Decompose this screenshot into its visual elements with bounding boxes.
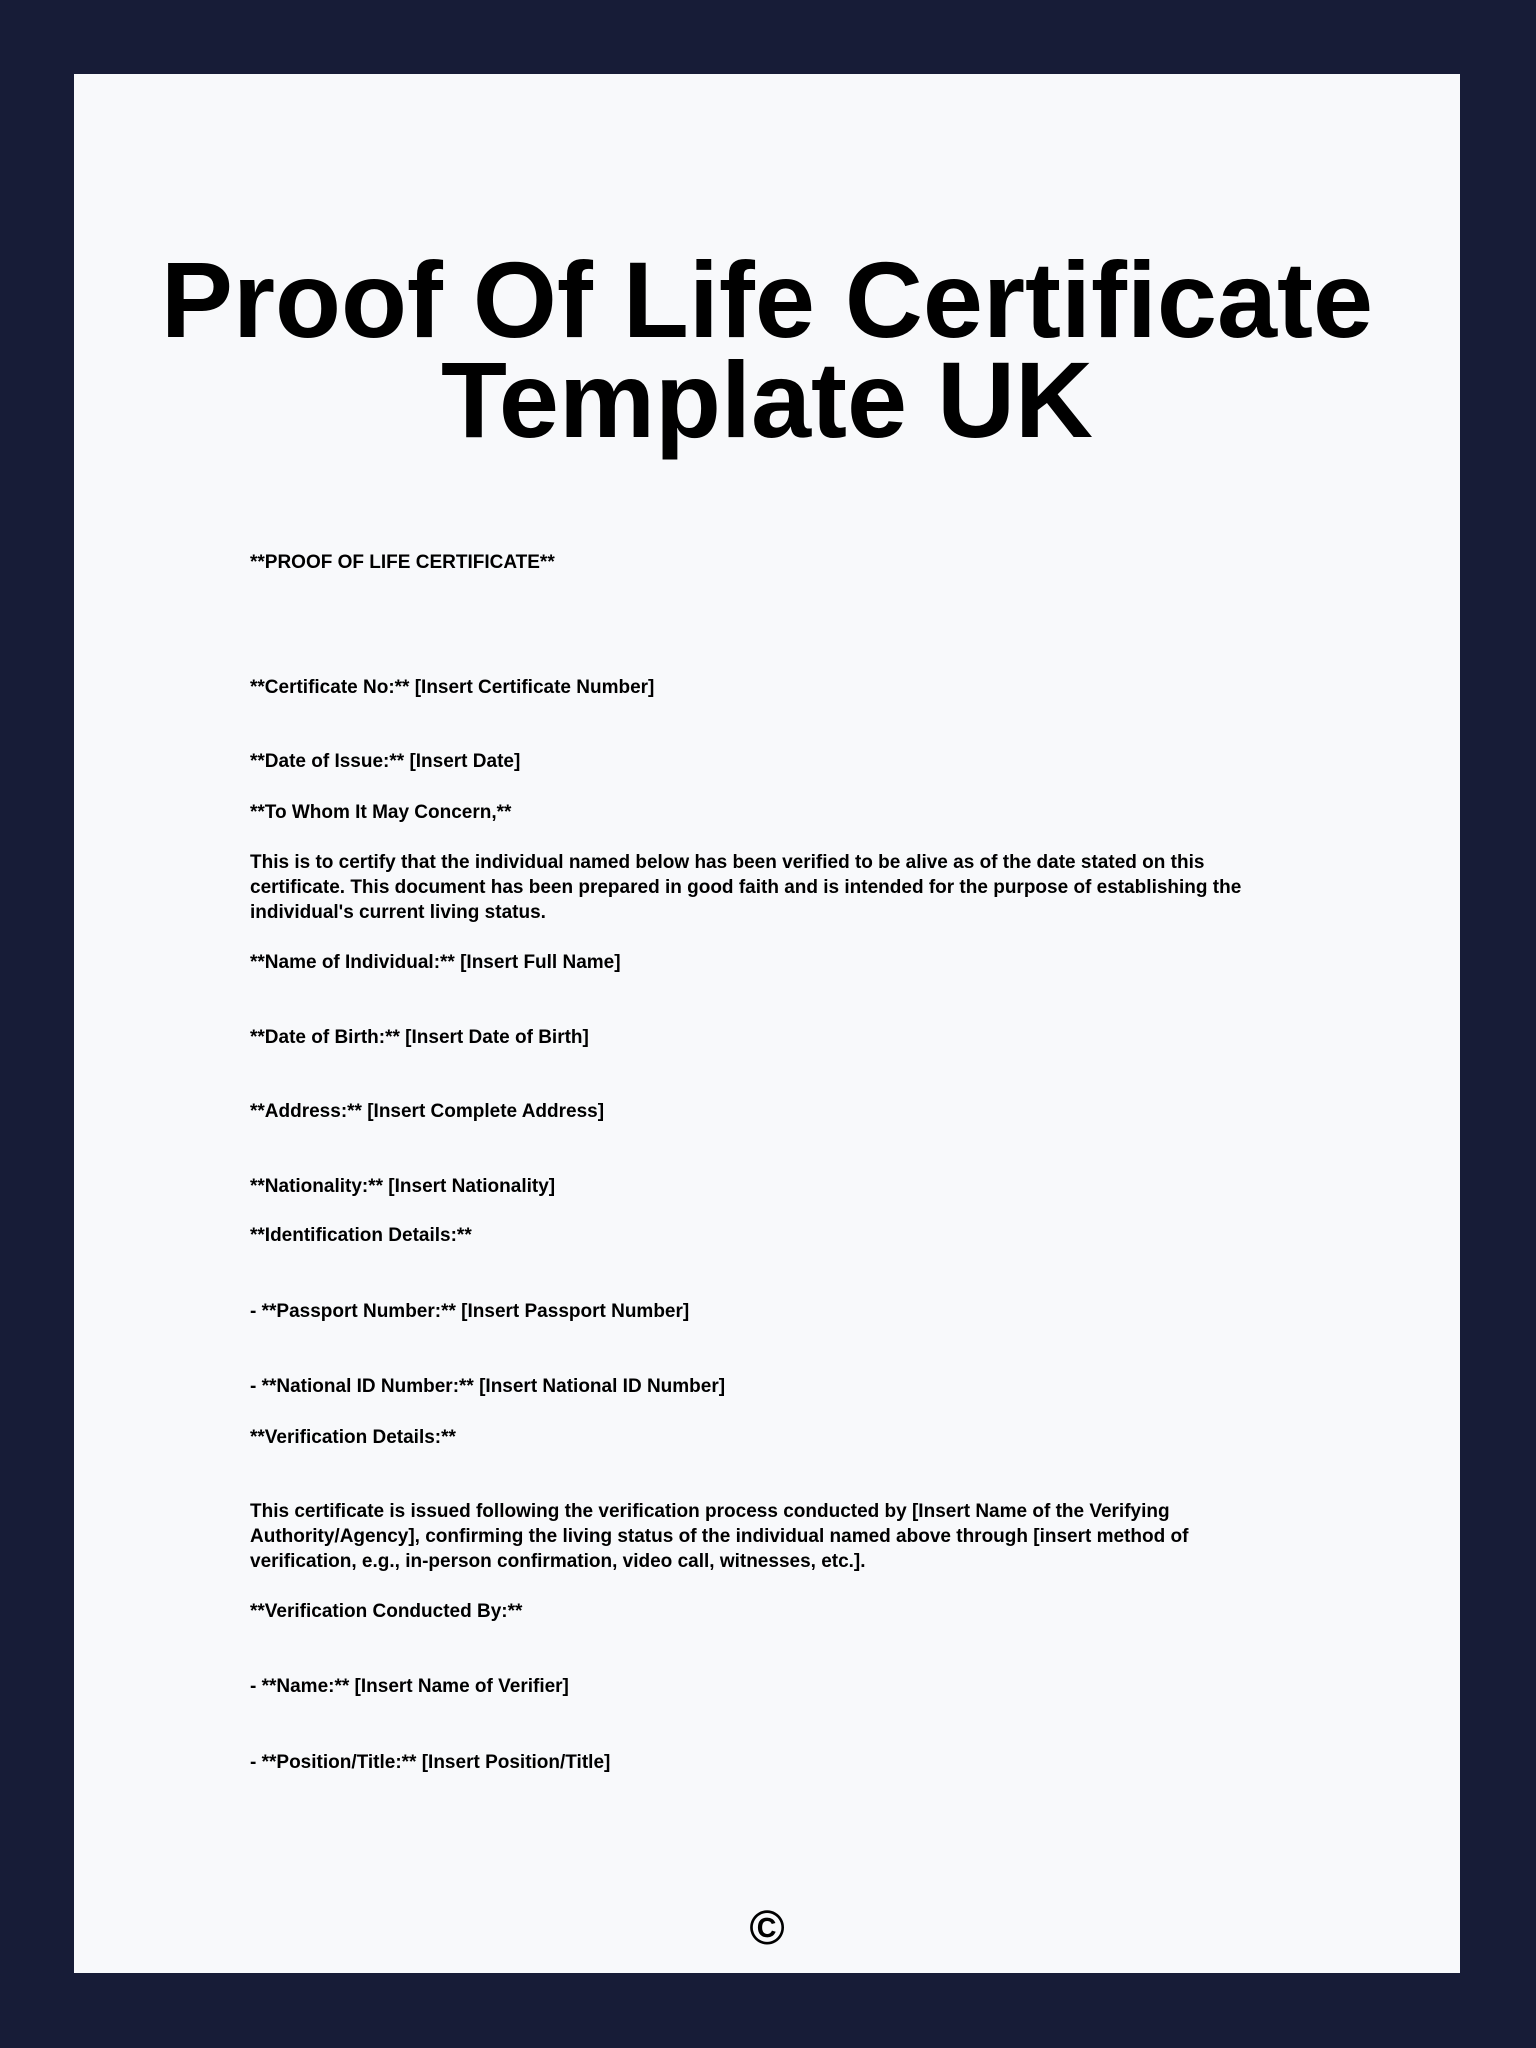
address: **Address:** [Insert Complete Address] — [250, 1101, 605, 1122]
date-of-birth: **Date of Birth:** [Insert Date of Birth] — [250, 1027, 589, 1048]
certificate-number: **Certificate No:** [Insert Certificate Number] — [250, 677, 655, 698]
verified-by-heading: **Verification Conducted By:** — [250, 1601, 523, 1622]
verification-paragraph: This certificate is issued following the verification process conducted by [Insert Name of the Verifying Authority/Agency], confirming the living status of the individual named above through [insert method of verification, e.g., in-person confirmation, video call, witnesses, etc.]. — [250, 1501, 1189, 1572]
nationality: **Nationality:** [Insert Nationality] — [250, 1176, 556, 1197]
verifier-position: - **Position/Title:** [Insert Position/Title] — [250, 1752, 611, 1773]
document-title: Proof Of Life Certificate Template UK — [160, 239, 1374, 460]
salutation: **To Whom It May Concern,** — [250, 802, 512, 823]
copyright-icon: © — [749, 1902, 785, 1955]
intro-paragraph: This is to certify that the individual named below has been verified to be alive as of the date stated on this certificate. This document has been prepared in good faith and is intended for the purpose of establishing the individual's current living status. — [250, 852, 1242, 923]
verification-heading: **Verification Details:** — [250, 1427, 456, 1448]
verifier-name: - **Name:** [Insert Name of Verifier] — [250, 1676, 569, 1697]
date-of-issue: **Date of Issue:** [Insert Date] — [250, 751, 521, 772]
document-page — [74, 74, 1460, 1973]
name-of-individual: **Name of Individual:** [Insert Full Name] — [250, 952, 621, 973]
identification-heading: **Identification Details:** — [250, 1225, 472, 1246]
certificate-heading: **PROOF OF LIFE CERTIFICATE** — [250, 552, 555, 573]
passport-number: - **Passport Number:** [Insert Passport Number] — [250, 1301, 690, 1322]
national-id-number: - **National ID Number:** [Insert National ID Number] — [250, 1376, 726, 1397]
